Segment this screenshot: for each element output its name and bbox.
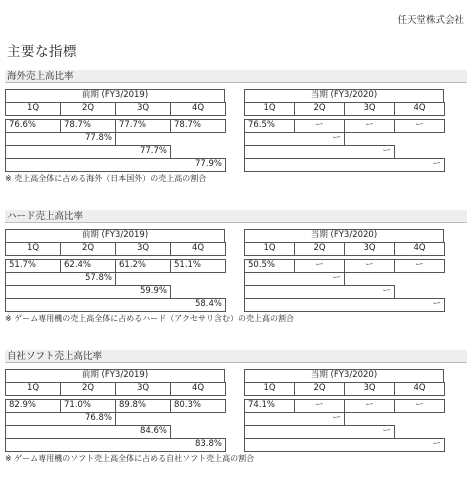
page-title: 主要な指標 xyxy=(7,44,77,60)
quarter-header: 3Q xyxy=(344,242,395,256)
quarter-value-prev: 82.9% xyxy=(5,399,61,413)
section-title: 海外売上高比率 xyxy=(5,70,467,83)
quarter-header: 3Q xyxy=(115,102,171,116)
quarter-header: 3Q xyxy=(344,102,395,116)
quarter-value-curr: 76.5% xyxy=(244,119,295,133)
cumulative-value-prev: 84.6% xyxy=(5,425,171,439)
cumulative-value-prev: 77.9% xyxy=(5,158,226,172)
prev-period-header: 前期 (FY3/2019) xyxy=(5,229,225,243)
quarter-value-curr: ー xyxy=(294,119,345,133)
curr-period-header: 当期 (FY3/2020) xyxy=(244,369,444,383)
section-note: ※ ゲーム専用機の売上高全体に占めるハード（アクセサリ含む）の売上高の割合 xyxy=(5,314,295,323)
quarter-header: 4Q xyxy=(170,102,226,116)
quarter-header: 1Q xyxy=(244,242,295,256)
section-title: 自社ソフト売上高比率 xyxy=(5,350,467,363)
quarter-value-prev: 71.0% xyxy=(60,399,116,413)
curr-period-header: 当期 (FY3/2020) xyxy=(244,229,444,243)
quarter-header: 1Q xyxy=(5,382,61,396)
quarter-value-curr: 50.5% xyxy=(244,259,295,273)
quarter-value-curr: ー xyxy=(344,399,395,413)
quarter-header: 2Q xyxy=(294,242,345,256)
quarter-value-prev: 78.7% xyxy=(60,119,116,133)
cumulative-value-prev: 77.7% xyxy=(5,145,171,159)
cumulative-value-curr: ー xyxy=(244,285,395,299)
quarter-header: 1Q xyxy=(5,242,61,256)
cumulative-value-curr: ー xyxy=(244,132,345,146)
cumulative-value-curr: ー xyxy=(244,272,345,286)
quarter-header: 4Q xyxy=(394,242,445,256)
prev-period-header: 前期 (FY3/2019) xyxy=(5,89,225,103)
quarter-value-prev: 80.3% xyxy=(170,399,226,413)
cumulative-value-curr: ー xyxy=(244,298,445,312)
quarter-header: 3Q xyxy=(115,242,171,256)
quarter-value-curr: ー xyxy=(344,119,395,133)
quarter-value-prev: 51.7% xyxy=(5,259,61,273)
section-title: ハード売上高比率 xyxy=(5,210,467,223)
quarter-header: 3Q xyxy=(115,382,171,396)
cumulative-value-prev: 76.8% xyxy=(5,412,116,426)
quarter-header: 3Q xyxy=(344,382,395,396)
quarter-value-prev: 62.4% xyxy=(60,259,116,273)
quarter-header: 4Q xyxy=(394,102,445,116)
quarter-header: 4Q xyxy=(170,382,226,396)
quarter-header: 4Q xyxy=(170,242,226,256)
quarter-value-curr: ー xyxy=(294,259,345,273)
quarter-header: 2Q xyxy=(60,382,116,396)
quarter-value-curr: ー xyxy=(394,399,445,413)
quarter-value-curr: ー xyxy=(394,259,445,273)
cumulative-value-prev: 83.8% xyxy=(5,438,226,452)
cumulative-value-prev: 58.4% xyxy=(5,298,226,312)
company-name: 任天堂株式会社 xyxy=(397,15,464,26)
quarter-header: 2Q xyxy=(294,102,345,116)
cumulative-value-prev: 59.9% xyxy=(5,285,171,299)
quarter-value-prev: 51.1% xyxy=(170,259,226,273)
quarter-header: 1Q xyxy=(244,102,295,116)
quarter-value-curr: ー xyxy=(394,119,445,133)
quarter-header: 2Q xyxy=(294,382,345,396)
quarter-header: 1Q xyxy=(5,102,61,116)
curr-period-header: 当期 (FY3/2020) xyxy=(244,89,444,103)
cumulative-value-prev: 77.8% xyxy=(5,132,116,146)
quarter-value-curr: ー xyxy=(344,259,395,273)
quarter-value-prev: 78.7% xyxy=(170,119,226,133)
quarter-value-curr: 74.1% xyxy=(244,399,295,413)
quarter-header: 2Q xyxy=(60,102,116,116)
cumulative-value-curr: ー xyxy=(244,438,445,452)
quarter-header: 2Q xyxy=(60,242,116,256)
section-note: ※ 売上高全体に占める海外（日本国外）の売上高の割合 xyxy=(5,174,207,183)
quarter-value-prev: 89.8% xyxy=(115,399,171,413)
cumulative-value-prev: 57.8% xyxy=(5,272,116,286)
cumulative-value-curr: ー xyxy=(244,425,395,439)
cumulative-value-curr: ー xyxy=(244,412,345,426)
section-note: ※ ゲーム専用機のソフト売上高全体に占める自社ソフト売上高の割合 xyxy=(5,454,255,463)
quarter-value-curr: ー xyxy=(294,399,345,413)
quarter-value-prev: 61.2% xyxy=(115,259,171,273)
quarter-header: 4Q xyxy=(394,382,445,396)
cumulative-value-curr: ー xyxy=(244,145,395,159)
cumulative-value-curr: ー xyxy=(244,158,445,172)
quarter-value-prev: 77.7% xyxy=(115,119,171,133)
quarter-value-prev: 76.6% xyxy=(5,119,61,133)
prev-period-header: 前期 (FY3/2019) xyxy=(5,369,225,383)
quarter-header: 1Q xyxy=(244,382,295,396)
